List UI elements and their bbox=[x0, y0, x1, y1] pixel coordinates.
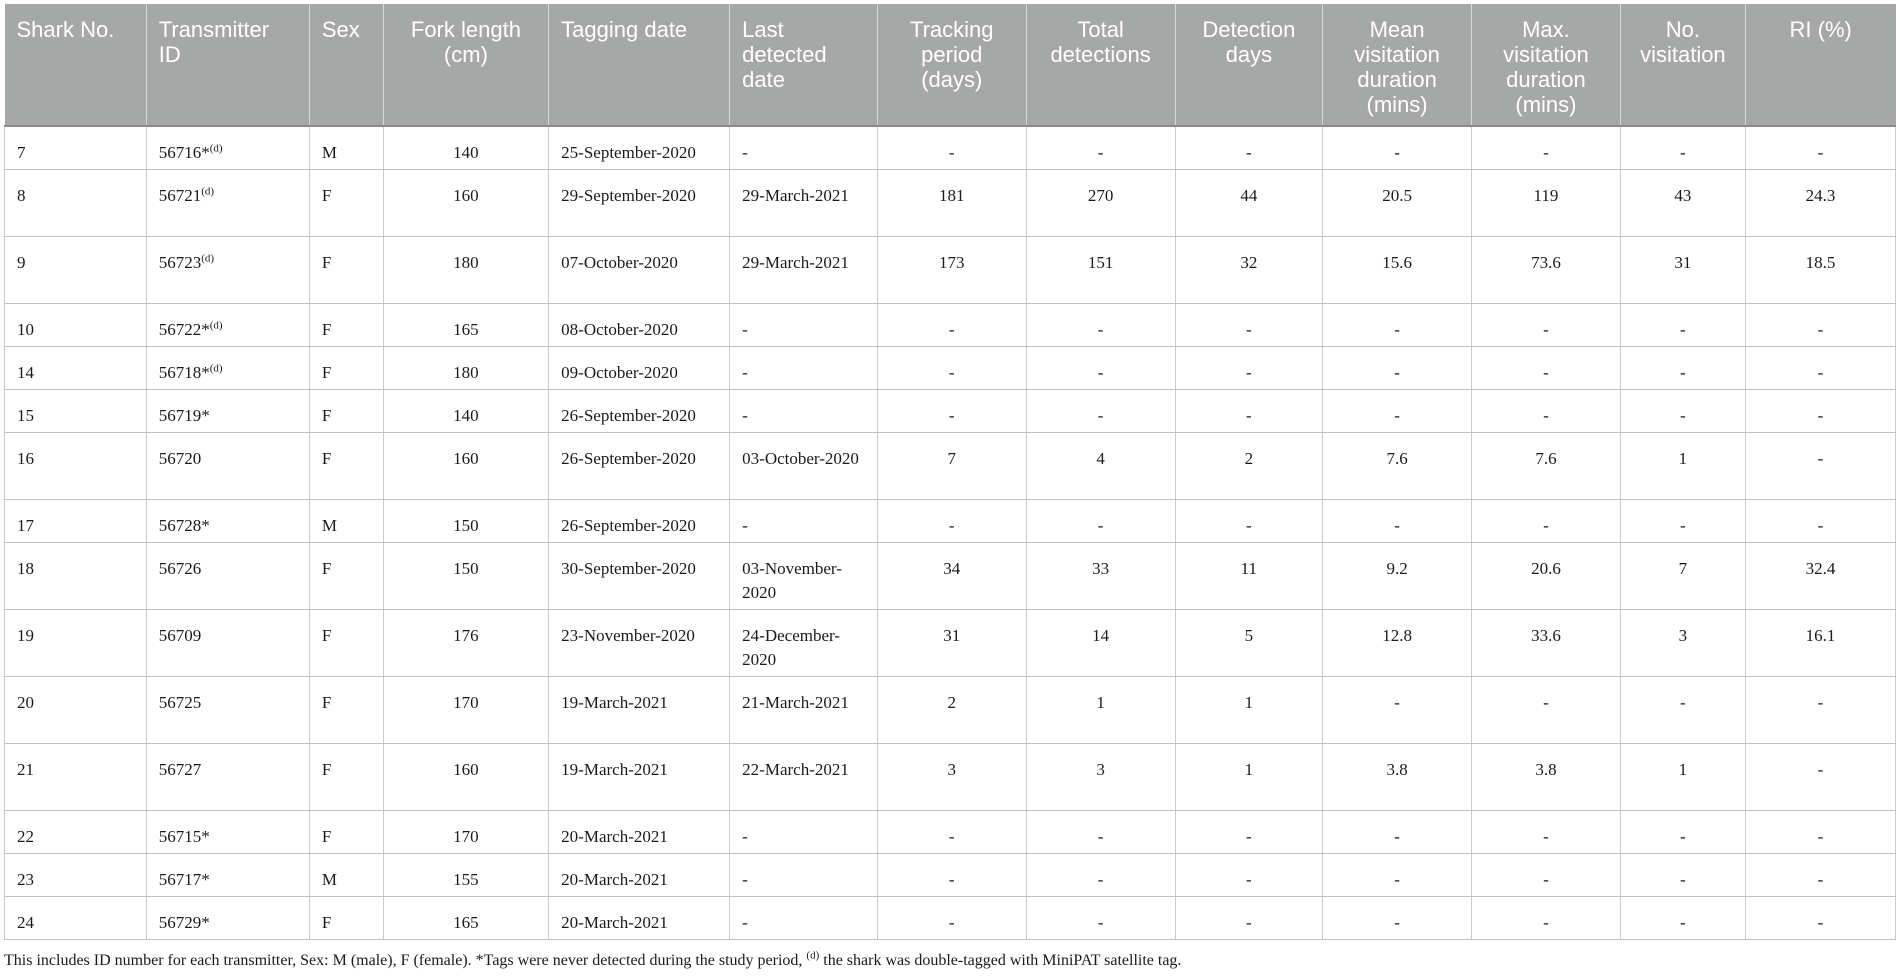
cell-fork-length: 180 bbox=[383, 236, 549, 303]
header-last-detected-date: Last detected date bbox=[730, 4, 878, 126]
cell-transmitter-id bbox=[146, 389, 309, 432]
shark-tracking-table bbox=[4, 4, 1896, 940]
cell-tracking-period: - bbox=[877, 346, 1026, 389]
cell-max-visitation: 3.8 bbox=[1472, 743, 1621, 810]
cell-shark-no: 8 bbox=[5, 169, 147, 236]
cell-no-visitation: 1 bbox=[1620, 432, 1745, 499]
cell-shark-no: 9 bbox=[5, 236, 147, 303]
cell-fork-length: 150 bbox=[383, 542, 549, 609]
cell-mean-visitation: - bbox=[1323, 346, 1472, 389]
cell-mean-visitation: 15.6 bbox=[1323, 236, 1472, 303]
cell-fork-length: 160 bbox=[383, 743, 549, 810]
cell-mean-visitation: - bbox=[1323, 303, 1472, 346]
cell-tracking-period: - bbox=[877, 499, 1026, 542]
cell-last-detected-date: 21-March-2021 bbox=[730, 676, 878, 743]
header-mean-visitation-duration: Mean visitation duration (mins) bbox=[1323, 4, 1472, 126]
cell-total-detections: - bbox=[1026, 346, 1175, 389]
cell-transmitter-id bbox=[146, 303, 309, 346]
cell-total-detections: 270 bbox=[1026, 169, 1175, 236]
cell-total-detections: 151 bbox=[1026, 236, 1175, 303]
cell-total-detections: - bbox=[1026, 303, 1175, 346]
cell-no-visitation: - bbox=[1620, 676, 1745, 743]
table-row bbox=[5, 236, 1896, 303]
cell-total-detections: - bbox=[1026, 896, 1175, 939]
data-table-container bbox=[4, 4, 1896, 940]
cell-tagging-date: 25-September-2020 bbox=[549, 126, 730, 169]
cell-ri: - bbox=[1745, 810, 1895, 853]
cell-tagging-date: 30-September-2020 bbox=[549, 542, 730, 609]
header-fork-length: Fork length (cm) bbox=[383, 4, 549, 126]
transmitter-id: 56717 bbox=[158, 869, 202, 889]
cell-shark-no: 17 bbox=[5, 499, 147, 542]
cell-max-visitation: - bbox=[1472, 810, 1621, 853]
transmitter-id: 56726 bbox=[158, 558, 202, 578]
cell-shark-no: 20 bbox=[5, 676, 147, 743]
cell-shark-no: 7 bbox=[5, 126, 147, 169]
cell-transmitter-id bbox=[146, 542, 309, 609]
cell-tagging-date: 08-October-2020 bbox=[549, 303, 730, 346]
cell-sex: F bbox=[309, 743, 383, 810]
cell-fork-length: 180 bbox=[383, 346, 549, 389]
cell-transmitter-id bbox=[146, 743, 309, 810]
cell-total-detections: - bbox=[1026, 810, 1175, 853]
cell-tagging-date: 26-September-2020 bbox=[549, 432, 730, 499]
cell-no-visitation: - bbox=[1620, 389, 1745, 432]
cell-transmitter-id bbox=[146, 676, 309, 743]
table-row bbox=[5, 126, 1896, 169]
cell-ri: - bbox=[1745, 126, 1895, 169]
cell-sex: F bbox=[309, 303, 383, 346]
cell-transmitter-id bbox=[146, 499, 309, 542]
cell-detection-days: 2 bbox=[1175, 432, 1323, 499]
transmitter-mark: (d) bbox=[201, 184, 215, 197]
cell-ri: 16.1 bbox=[1745, 609, 1895, 676]
cell-last-detected-date: 29-March-2021 bbox=[730, 169, 878, 236]
cell-ri: - bbox=[1745, 303, 1895, 346]
table-row bbox=[5, 389, 1896, 432]
table-row bbox=[5, 542, 1896, 609]
cell-max-visitation: - bbox=[1472, 346, 1621, 389]
cell-ri: - bbox=[1745, 499, 1895, 542]
table-row bbox=[5, 609, 1896, 676]
cell-no-visitation: 43 bbox=[1620, 169, 1745, 236]
cell-last-detected-date: 03-October-2020 bbox=[730, 432, 878, 499]
cell-no-visitation: - bbox=[1620, 346, 1745, 389]
cell-max-visitation: - bbox=[1472, 303, 1621, 346]
cell-detection-days: - bbox=[1175, 346, 1323, 389]
cell-sex: M bbox=[309, 126, 383, 169]
cell-sex: F bbox=[309, 432, 383, 499]
cell-transmitter-id bbox=[146, 609, 309, 676]
cell-last-detected-date: 24-December-2020 bbox=[730, 609, 878, 676]
table-body bbox=[5, 126, 1896, 939]
cell-last-detected-date: 03-November-2020 bbox=[730, 542, 878, 609]
cell-sex: F bbox=[309, 389, 383, 432]
cell-ri: - bbox=[1745, 432, 1895, 499]
cell-max-visitation: 73.6 bbox=[1472, 236, 1621, 303]
transmitter-mark: * bbox=[201, 405, 210, 425]
transmitter-id: 56729 bbox=[158, 912, 202, 932]
transmitter-asterisk: * bbox=[201, 362, 210, 382]
table-row bbox=[5, 499, 1896, 542]
transmitter-mark: (d) bbox=[209, 318, 223, 331]
cell-transmitter-id bbox=[146, 896, 309, 939]
cell-detection-days: 1 bbox=[1175, 743, 1323, 810]
cell-no-visitation: 3 bbox=[1620, 609, 1745, 676]
cell-ri: - bbox=[1745, 346, 1895, 389]
cell-sex: F bbox=[309, 236, 383, 303]
table-row bbox=[5, 853, 1896, 896]
transmitter-mark: (d) bbox=[209, 361, 223, 374]
cell-sex: F bbox=[309, 542, 383, 609]
cell-tagging-date: 20-March-2021 bbox=[549, 896, 730, 939]
cell-shark-no: 10 bbox=[5, 303, 147, 346]
cell-transmitter-id bbox=[146, 236, 309, 303]
cell-max-visitation: - bbox=[1472, 853, 1621, 896]
cell-tracking-period: - bbox=[877, 853, 1026, 896]
cell-max-visitation: - bbox=[1472, 499, 1621, 542]
cell-detection-days: - bbox=[1175, 853, 1323, 896]
cell-tracking-period: 7 bbox=[877, 432, 1026, 499]
footnote-text-2: the shark was double-tagged with MiniPAT satellite tag. bbox=[819, 952, 1182, 969]
cell-tracking-period: 3 bbox=[877, 743, 1026, 810]
transmitter-id: 56718 bbox=[158, 362, 202, 382]
cell-tagging-date: 19-March-2021 bbox=[549, 743, 730, 810]
cell-mean-visitation: 12.8 bbox=[1323, 609, 1472, 676]
header-total-detections: Total detections bbox=[1026, 4, 1175, 126]
cell-max-visitation: - bbox=[1472, 896, 1621, 939]
cell-ri: - bbox=[1745, 743, 1895, 810]
cell-tagging-date: 20-March-2021 bbox=[549, 810, 730, 853]
transmitter-mark: * bbox=[201, 515, 210, 535]
cell-max-visitation: 119 bbox=[1472, 169, 1621, 236]
header-transmitter-id: Transmitter ID bbox=[146, 4, 309, 126]
table-footnote bbox=[4, 949, 1182, 970]
cell-detection-days: 11 bbox=[1175, 542, 1323, 609]
transmitter-mark: (d) bbox=[209, 142, 223, 155]
cell-shark-no: 14 bbox=[5, 346, 147, 389]
cell-transmitter-id bbox=[146, 810, 309, 853]
header-shark-no: Shark No. bbox=[5, 4, 147, 126]
cell-total-detections: 1 bbox=[1026, 676, 1175, 743]
cell-mean-visitation: - bbox=[1323, 499, 1472, 542]
cell-fork-length: 155 bbox=[383, 853, 549, 896]
header-sex: Sex bbox=[309, 4, 383, 126]
cell-sex: F bbox=[309, 676, 383, 743]
cell-tracking-period: 173 bbox=[877, 236, 1026, 303]
cell-transmitter-id bbox=[146, 432, 309, 499]
cell-fork-length: 150 bbox=[383, 499, 549, 542]
cell-detection-days: - bbox=[1175, 499, 1323, 542]
cell-last-detected-date: - bbox=[730, 896, 878, 939]
header-ri-percent: RI (%) bbox=[1745, 4, 1895, 126]
cell-tracking-period: 2 bbox=[877, 676, 1026, 743]
cell-fork-length: 170 bbox=[383, 810, 549, 853]
cell-mean-visitation: - bbox=[1323, 126, 1472, 169]
cell-max-visitation: 33.6 bbox=[1472, 609, 1621, 676]
cell-last-detected-date: - bbox=[730, 499, 878, 542]
cell-no-visitation: - bbox=[1620, 853, 1745, 896]
table-row bbox=[5, 346, 1896, 389]
cell-transmitter-id bbox=[146, 346, 309, 389]
cell-tracking-period: - bbox=[877, 126, 1026, 169]
cell-mean-visitation: - bbox=[1323, 389, 1472, 432]
cell-max-visitation: 20.6 bbox=[1472, 542, 1621, 609]
header-max-visitation-duration: Max. visitation duration (mins) bbox=[1472, 4, 1621, 126]
transmitter-mark: * bbox=[201, 826, 210, 846]
transmitter-id: 56725 bbox=[158, 692, 202, 712]
cell-tagging-date: 07-October-2020 bbox=[549, 236, 730, 303]
cell-ri: 24.3 bbox=[1745, 169, 1895, 236]
cell-transmitter-id bbox=[146, 169, 309, 236]
cell-ri: - bbox=[1745, 853, 1895, 896]
cell-detection-days: - bbox=[1175, 896, 1323, 939]
cell-no-visitation: - bbox=[1620, 303, 1745, 346]
cell-total-detections: - bbox=[1026, 389, 1175, 432]
header-no-visitation: No. visitation bbox=[1620, 4, 1745, 126]
cell-tracking-period: 181 bbox=[877, 169, 1026, 236]
cell-mean-visitation: - bbox=[1323, 810, 1472, 853]
table-row bbox=[5, 169, 1896, 236]
cell-mean-visitation: - bbox=[1323, 896, 1472, 939]
transmitter-id: 56723 bbox=[158, 252, 202, 272]
transmitter-asterisk: * bbox=[201, 319, 210, 339]
cell-fork-length: 165 bbox=[383, 896, 549, 939]
cell-tagging-date: 29-September-2020 bbox=[549, 169, 730, 236]
cell-detection-days: - bbox=[1175, 126, 1323, 169]
header-detection-days: Detection days bbox=[1175, 4, 1323, 126]
cell-ri: 18.5 bbox=[1745, 236, 1895, 303]
cell-sex: F bbox=[309, 609, 383, 676]
cell-tagging-date: 19-March-2021 bbox=[549, 676, 730, 743]
cell-fork-length: 170 bbox=[383, 676, 549, 743]
cell-fork-length: 165 bbox=[383, 303, 549, 346]
cell-mean-visitation: - bbox=[1323, 853, 1472, 896]
cell-shark-no: 19 bbox=[5, 609, 147, 676]
cell-mean-visitation: - bbox=[1323, 676, 1472, 743]
transmitter-id: 56715 bbox=[158, 826, 202, 846]
table-row bbox=[5, 810, 1896, 853]
cell-last-detected-date: 29-March-2021 bbox=[730, 236, 878, 303]
cell-sex: F bbox=[309, 896, 383, 939]
cell-no-visitation: - bbox=[1620, 126, 1745, 169]
table-row bbox=[5, 743, 1896, 810]
cell-fork-length: 140 bbox=[383, 126, 549, 169]
header-tracking-period: Tracking period (days) bbox=[877, 4, 1026, 126]
cell-fork-length: 160 bbox=[383, 169, 549, 236]
transmitter-id: 56721 bbox=[158, 185, 202, 205]
cell-total-detections: 33 bbox=[1026, 542, 1175, 609]
table-row bbox=[5, 676, 1896, 743]
transmitter-mark: * bbox=[201, 912, 210, 932]
footnote-text-1: This includes ID number for each transmitter, Sex: M (male), F (female). *Tags were never detected during the study period, bbox=[4, 952, 807, 969]
transmitter-asterisk: * bbox=[201, 143, 210, 162]
cell-tracking-period: 34 bbox=[877, 542, 1026, 609]
cell-no-visitation: - bbox=[1620, 810, 1745, 853]
cell-tracking-period: - bbox=[877, 896, 1026, 939]
cell-total-detections: - bbox=[1026, 853, 1175, 896]
cell-detection-days: 5 bbox=[1175, 609, 1323, 676]
cell-no-visitation: 7 bbox=[1620, 542, 1745, 609]
cell-transmitter-id bbox=[146, 853, 309, 896]
cell-tagging-date: 26-September-2020 bbox=[549, 499, 730, 542]
cell-no-visitation: - bbox=[1620, 499, 1745, 542]
cell-no-visitation: 31 bbox=[1620, 236, 1745, 303]
cell-sex: F bbox=[309, 810, 383, 853]
transmitter-id: 56720 bbox=[158, 448, 202, 468]
cell-total-detections: - bbox=[1026, 126, 1175, 169]
cell-last-detected-date: 22-March-2021 bbox=[730, 743, 878, 810]
transmitter-id: 56716 bbox=[158, 143, 202, 162]
transmitter-mark: (d) bbox=[201, 251, 215, 264]
cell-tagging-date: 23-November-2020 bbox=[549, 609, 730, 676]
cell-last-detected-date: - bbox=[730, 810, 878, 853]
cell-shark-no: 24 bbox=[5, 896, 147, 939]
transmitter-mark: * bbox=[201, 869, 210, 889]
cell-last-detected-date: - bbox=[730, 126, 878, 169]
cell-detection-days: - bbox=[1175, 303, 1323, 346]
cell-ri: 32.4 bbox=[1745, 542, 1895, 609]
transmitter-id: 56722 bbox=[158, 319, 202, 339]
cell-detection-days: 1 bbox=[1175, 676, 1323, 743]
table-row bbox=[5, 303, 1896, 346]
cell-tracking-period: - bbox=[877, 303, 1026, 346]
cell-last-detected-date: - bbox=[730, 303, 878, 346]
cell-ri: - bbox=[1745, 389, 1895, 432]
cell-fork-length: 160 bbox=[383, 432, 549, 499]
cell-sex: M bbox=[309, 499, 383, 542]
cell-detection-days: - bbox=[1175, 389, 1323, 432]
cell-total-detections: 3 bbox=[1026, 743, 1175, 810]
cell-total-detections: - bbox=[1026, 499, 1175, 542]
cell-last-detected-date: - bbox=[730, 346, 878, 389]
cell-tagging-date: 26-September-2020 bbox=[549, 389, 730, 432]
cell-detection-days: 44 bbox=[1175, 169, 1323, 236]
cell-total-detections: 4 bbox=[1026, 432, 1175, 499]
transmitter-id: 56719 bbox=[158, 405, 202, 425]
cell-shark-no: 23 bbox=[5, 853, 147, 896]
cell-sex: M bbox=[309, 853, 383, 896]
cell-last-detected-date: - bbox=[730, 853, 878, 896]
cell-total-detections: 14 bbox=[1026, 609, 1175, 676]
cell-tagging-date: 09-October-2020 bbox=[549, 346, 730, 389]
cell-shark-no: 16 bbox=[5, 432, 147, 499]
table-row bbox=[5, 896, 1896, 939]
cell-tagging-date: 20-March-2021 bbox=[549, 853, 730, 896]
footnote-sup: (d) bbox=[806, 949, 820, 962]
cell-ri: - bbox=[1745, 676, 1895, 743]
cell-detection-days: 32 bbox=[1175, 236, 1323, 303]
transmitter-id: 56727 bbox=[158, 759, 202, 779]
cell-last-detected-date: - bbox=[730, 389, 878, 432]
header-tagging-date: Tagging date bbox=[549, 4, 730, 126]
cell-mean-visitation: 3.8 bbox=[1323, 743, 1472, 810]
cell-fork-length: 176 bbox=[383, 609, 549, 676]
cell-shark-no: 18 bbox=[5, 542, 147, 609]
cell-tracking-period: - bbox=[877, 389, 1026, 432]
cell-sex: F bbox=[309, 346, 383, 389]
table-row bbox=[5, 432, 1896, 499]
cell-max-visitation: - bbox=[1472, 126, 1621, 169]
transmitter-id: 56709 bbox=[158, 625, 202, 645]
cell-max-visitation: 7.6 bbox=[1472, 432, 1621, 499]
cell-no-visitation: - bbox=[1620, 896, 1745, 939]
transmitter-id: 56728 bbox=[158, 515, 202, 535]
cell-max-visitation: - bbox=[1472, 389, 1621, 432]
cell-no-visitation: 1 bbox=[1620, 743, 1745, 810]
cell-ri: - bbox=[1745, 896, 1895, 939]
cell-tracking-period: 31 bbox=[877, 609, 1026, 676]
cell-transmitter-id bbox=[146, 126, 309, 169]
cell-max-visitation: - bbox=[1472, 676, 1621, 743]
cell-tracking-period: - bbox=[877, 810, 1026, 853]
cell-mean-visitation: 9.2 bbox=[1323, 542, 1472, 609]
cell-mean-visitation: 7.6 bbox=[1323, 432, 1472, 499]
cell-mean-visitation: 20.5 bbox=[1323, 169, 1472, 236]
table-header-row bbox=[5, 4, 1896, 126]
cell-detection-days: - bbox=[1175, 810, 1323, 853]
cell-shark-no: 15 bbox=[5, 389, 147, 432]
cell-sex: F bbox=[309, 169, 383, 236]
cell-shark-no: 21 bbox=[5, 743, 147, 810]
cell-shark-no: 22 bbox=[5, 810, 147, 853]
cell-fork-length: 140 bbox=[383, 389, 549, 432]
